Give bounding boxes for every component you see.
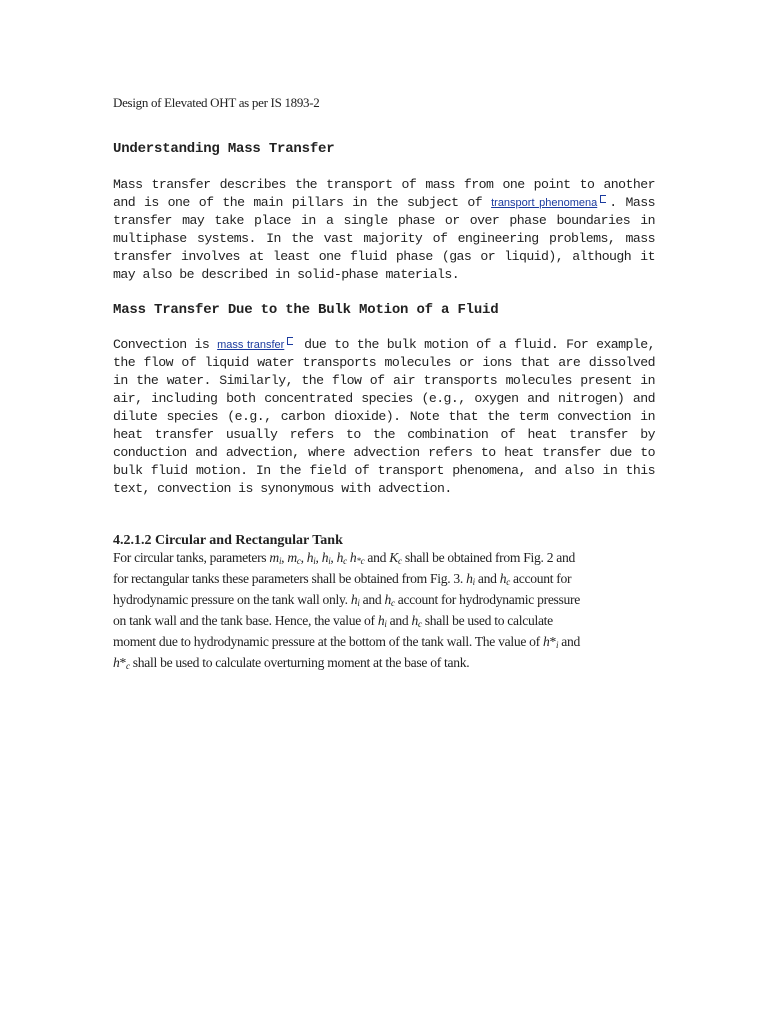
section-heading-bulk-motion: Mass Transfer Due to the Bulk Motion of a Fluid bbox=[113, 302, 499, 318]
paragraph-text: . Mass transfer may take place in a single phase or over phase boundaries in multiphase systems. In the vast majority of engineering problems, mass transfer involves at least one fluid phase (gas or liquid), although it may also be described in solid-phase materials. bbox=[113, 195, 655, 282]
document-title: Design of Elevated OHT as per IS 1893-2 bbox=[113, 95, 320, 110]
section-heading-circular-rectangular-tank: 4.2.1.2 Circular and Rectangular Tank bbox=[113, 533, 343, 548]
paragraph-text: Mass transfer describes the transport of mass from one point to another and is one of the main pillars in the subject of bbox=[113, 177, 655, 210]
paragraph-mass-transfer bbox=[113, 176, 655, 284]
mass-transfer-link[interactable]: mass transfer bbox=[217, 339, 285, 351]
external-link-icon bbox=[600, 195, 606, 203]
paragraph-text: due to the bulk motion of a fluid. For example, the flow of liquid water transports molecules or ions that are dissolved in the water. Similarly, the flow of air transports molecules present in air, including both concentrated species (e.g., oxygen and nitrogen) and dilute species (e.g., carbon dioxide). Note that the term convection in heat transfer usually refers to the combination of heat transfer by conduction and advection, where advection refers to heat transfer due to bulk fluid motion. In the field of transport phenomena, and also in this text, convection is synonymous with advection. bbox=[113, 337, 655, 496]
paragraph-tank-parameters: For circular tanks, parameters $m_i$, $m_c$, $h_i$, $h_i$, $h_c$ $h_{*c}$ and $K_c$ shall be obtained from Fig. 2 and for rectangular tanks these parameters shall be obtained from Fig. 3. $h_i$ and $h_c$ account for hydrodynamic pressure on the tank wall only. $h_i$ and $h_c$ account for hydrodynamic pressure on tank wall and the tank base. Hence, the value of $h_i$ and $h_c$ shall be used to calculate moment due to hydrodynamic pressure at the bottom of the tank wall. The value of $h*_i$ and $h*_c$ shall be used to calculate overturning moment at the base of tank. bbox=[113, 550, 581, 671]
paragraph-text: Convection is bbox=[113, 337, 218, 352]
paragraph-convection bbox=[113, 336, 655, 498]
external-link-icon bbox=[287, 337, 293, 345]
section-heading-understanding-mass-transfer: Understanding Mass Transfer bbox=[113, 141, 335, 157]
transport-phenomena-link[interactable]: transport phenomena bbox=[491, 197, 598, 209]
